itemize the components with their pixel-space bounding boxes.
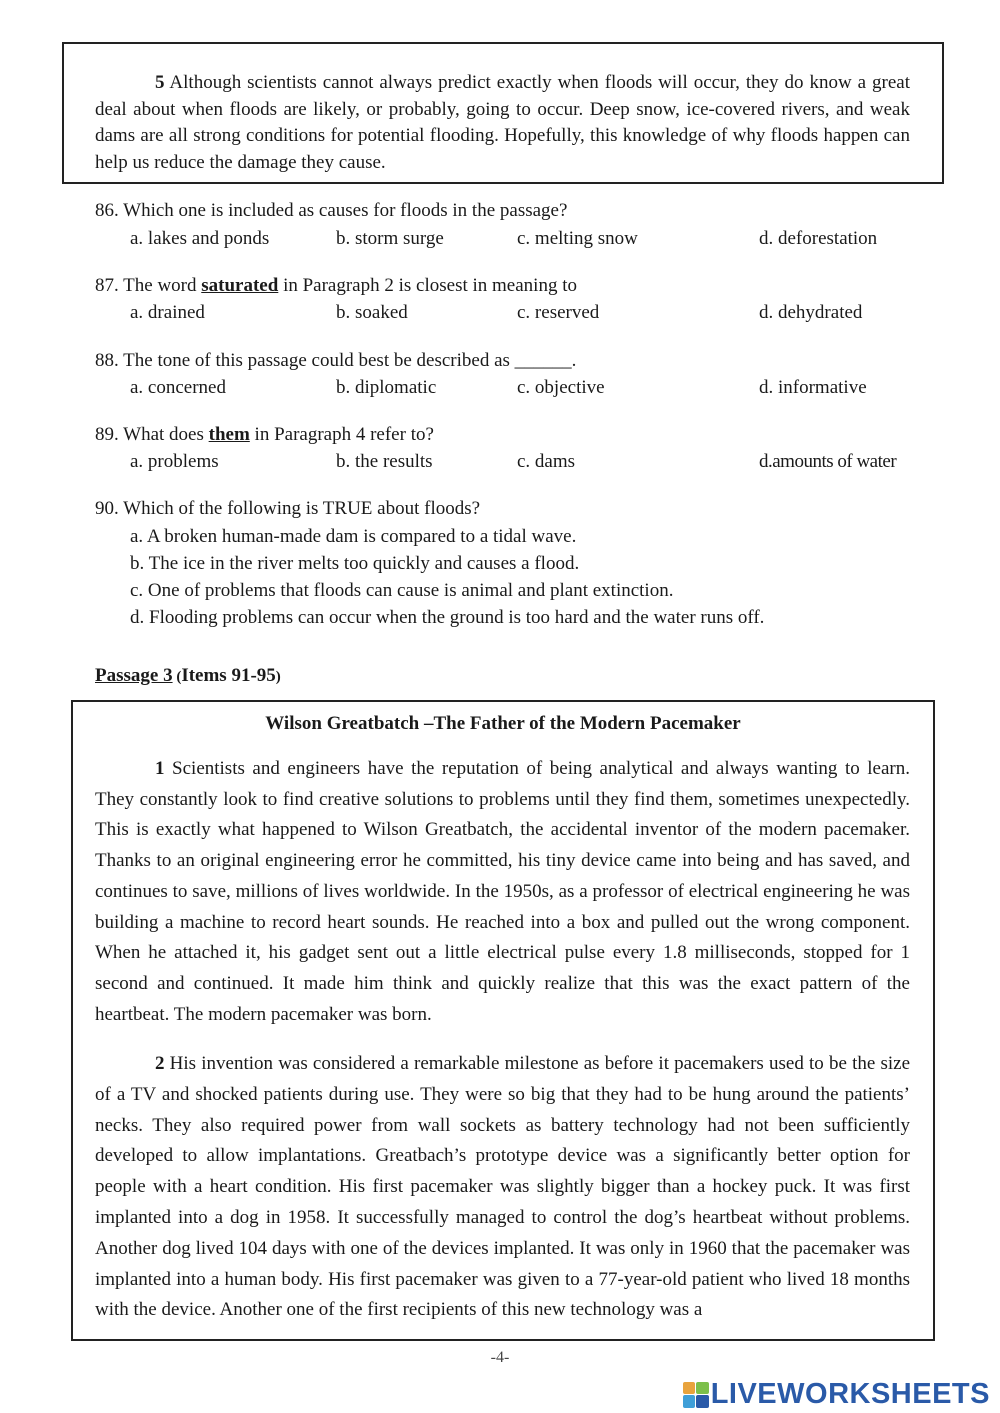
question-87-option-a: a. drained (130, 302, 205, 323)
question-90-option-c: c. One of problems that floods can cause is animal and plant extinction. (130, 580, 674, 601)
question-89-option-a: a. problems (130, 451, 219, 472)
paragraph-number: 5 (155, 72, 165, 93)
stem-text: in Paragraph 4 refer to? (249, 424, 434, 445)
question-89-option-d: d.amounts of water (759, 451, 897, 472)
stem-text: 87. The word (95, 275, 202, 296)
question-88-option-b: b. diplomatic (336, 377, 437, 398)
question-89-option-c: c. dams (517, 451, 576, 472)
heading-paren: ( (172, 669, 182, 685)
passage-3-paragraph-1 (95, 754, 910, 1030)
question-86-option-a: a. lakes and ponds (130, 228, 270, 249)
question-86-option-d: d. deforestation (759, 228, 878, 249)
passage-3-paragraph-2 (95, 1049, 910, 1326)
question-90-stem: 90. Which of the following is TRUE about floods? (95, 498, 481, 519)
question-90-option-a: a. A broken human-made dam is compared to a tidal wave. (130, 526, 577, 547)
heading-paren: ) (275, 669, 281, 685)
paragraph-text: Scientists and engineers have the reputation of being analytical and always wanting to learn. They constantly look to find creative solutions to problems until they find them, sometimes unexpectedly. This is exactly what happened to Wilson Greatbatch, the accidental inventor of the modern pacemaker. Thanks to an original engineering error he committed, his tiny device came into being and has saved, and continues to save, millions of lives worldwide. In the 1950s, as a professor of electrical engineering he was building a machine to record heart sounds. He reached into a box and pulled out the wrong component. When he attached it, his gadget sent out a little electrical pulse every 1.8 milliseconds, stopped for 1 second and continued. It made him think and quickly realize that this was the exact pattern of the heartbeat. The modern pacemaker was born. (95, 758, 910, 1025)
stem-text: in Paragraph 2 is closest in meaning to (278, 275, 577, 296)
question-89-stem (95, 424, 434, 446)
question-87-option-b: b. soaked (336, 302, 408, 323)
paragraph-text: His invention was considered a remarkable milestone as before it pacemakers used to be the size of a TV and shocked patients during use. They were so big that they had to be hung around the patients’ necks. They also required power from wall sockets as battery technology had not been sufficiently developed to allow implantations. Greatbach’s prototype device was a significantly better option for people with a heart condition. His first pacemaker was slightly bigger than a hockey puck. It was first implanted into a dog in 1958. It successfully managed to control the dog’s heartbeat without problems. Another dog lived 104 days with one of the devices implanted. It was only in 1960 that the pacemaker was implanted into a human body. His first pacemaker was given to a 77-year-old patient who lived 18 months with the device. Another one of the first recipients of this new technology was a (95, 1053, 910, 1321)
question-88-option-a: a. concerned (130, 377, 226, 398)
liveworksheets-wordmark: LIVEWORKSHEETS (710, 1378, 990, 1410)
passage-3-heading (95, 665, 281, 687)
question-87-option-d: d. dehydrated (759, 302, 863, 323)
question-90-option-d: d. Flooding problems can occur when the ground is too hard and the water runs off. (130, 607, 765, 628)
page-number: -4- (490, 1349, 510, 1366)
question-87-stem (95, 275, 577, 297)
question-86-stem: 86. Which one is included as causes for floods in the passage? (95, 200, 568, 221)
question-88-option-d: d. informative (759, 377, 867, 398)
question-89-option-b: b. the results (336, 451, 433, 472)
liveworksheets-logo (683, 1378, 990, 1411)
heading-label: Passage 3 (95, 665, 173, 686)
passage-3-title: Wilson Greatbatch –The Father of the Modern Pacemaker (265, 713, 741, 734)
question-86-option-b: b. storm surge (336, 228, 444, 249)
stem-text: 89. What does (95, 424, 209, 445)
underlined-word: them (208, 424, 250, 445)
underlined-word: saturated (201, 275, 279, 296)
paragraph-number: 2 (155, 1053, 165, 1074)
question-90-option-b: b. The ice in the river melts too quickly and causes a flood. (130, 553, 580, 574)
heading-items: Items 91-95 (181, 665, 276, 686)
question-88-stem: 88. The tone of this passage could best be described as ______. (95, 350, 577, 371)
passage2-paragraph-5 (95, 70, 910, 176)
question-86-option-c: c. melting snow (517, 228, 638, 249)
liveworksheets-logo-icon (683, 1382, 709, 1408)
question-88-option-c: c. objective (517, 377, 605, 398)
question-87-option-c: c. reserved (517, 302, 600, 323)
paragraph-text: Although scientists cannot always predict exactly when floods will occur, they do know a great deal about when floods are likely, or probably, going to occur. Deep snow, ice-covered rivers, and weak dams are all strong conditions for potential flooding. Hopefully, this knowledge of why floods happen can help us reduce the damage they cause. (95, 72, 910, 173)
paragraph-number: 1 (155, 758, 165, 779)
